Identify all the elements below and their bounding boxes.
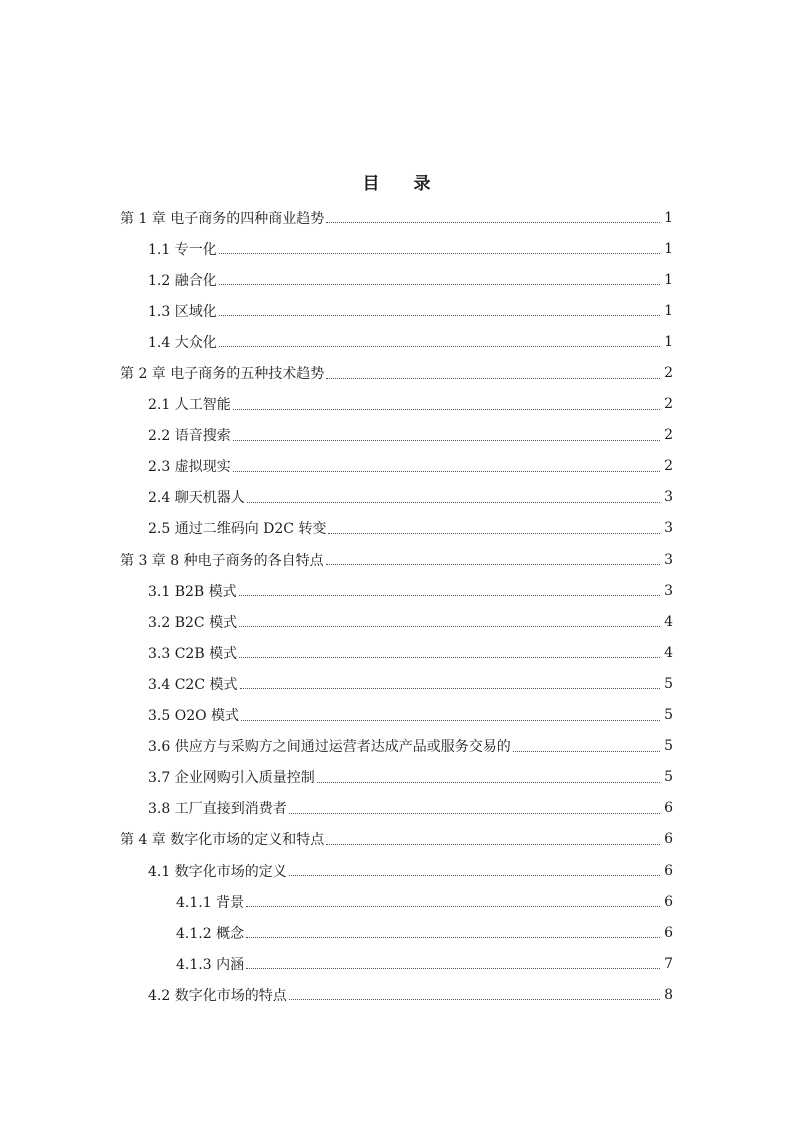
toc-entry[interactable] [0,233,793,264]
toc-entry-label: 4.1.1 背景 [176,894,245,911]
toc-entry[interactable] [0,482,793,513]
toc-page-number: 3 [664,551,673,568]
dot-leader [239,657,660,658]
toc-page-number: 2 [664,427,673,444]
toc-page-number: 2 [664,365,673,382]
toc-entry[interactable] [0,295,793,326]
toc-entry-label: 3.3 C2B 模式 [148,645,238,662]
toc-entry-label: 1.4 大众化 [148,334,217,351]
toc-entry-label: 2.5 通过二维码向 D2C 转变 [148,521,327,538]
toc-page-number: 6 [664,862,673,879]
toc-entry-label: 3.8 工厂直接到消费者 [148,801,287,818]
toc-entry[interactable] [0,917,793,948]
toc-entry-label: 3.7 企业网购引入质量控制 [148,770,315,787]
toc-entry[interactable] [0,326,793,357]
toc-entry[interactable] [0,731,793,762]
toc-entry[interactable] [0,264,793,295]
toc-entry-label: 第 3 章 8 种电子商务的各自特点 [120,552,324,569]
dot-leader [317,782,660,783]
dot-leader [289,813,660,814]
toc-entry-label: 3.2 B2C 模式 [148,614,238,631]
toc-entry-label: 4.1.3 内涵 [176,956,245,973]
toc-entry-label: 第 4 章 数字化市场的定义和特点 [120,832,325,849]
dot-leader [241,720,660,721]
toc-page-number: 3 [664,582,673,599]
toc-entry[interactable] [0,544,793,575]
toc-page-number: 6 [664,831,673,848]
dot-leader [219,315,660,316]
toc-page-number: 1 [664,240,673,257]
dot-leader [239,595,660,596]
dot-leader [240,688,661,689]
toc-entry-label: 4.2 数字化市场的特点 [148,987,287,1004]
toc-entry[interactable] [0,389,793,420]
toc-page-number: 5 [664,769,673,786]
toc-page-number: 1 [664,209,673,226]
dot-leader [513,751,660,752]
dot-leader [233,471,660,472]
toc-entry-label: 第 1 章 电子商务的四种商业趋势 [120,210,325,227]
toc-entry[interactable] [0,451,793,482]
dot-leader [326,222,660,223]
dot-leader [326,378,660,379]
toc-page-number: 7 [664,955,673,972]
toc-entry[interactable] [0,575,793,606]
toc-entry[interactable] [0,886,793,917]
toc-page-number: 2 [664,396,673,413]
toc-page-number: 5 [664,675,673,692]
toc-page-number: 3 [664,520,673,537]
toc-entry-label: 3.1 B2B 模式 [148,583,237,600]
dot-leader [219,253,660,254]
toc-entry-label: 3.5 O2O 模式 [148,708,240,725]
toc-entry-label: 4.1 数字化市场的定义 [148,863,287,880]
toc-page-number: 6 [664,800,673,817]
toc-entry-label: 2.3 虚拟现实 [148,459,231,476]
dot-leader [219,284,660,285]
toc-entry-label: 3.6 供应方与采购方之间通过运营者达成产品或服务交易的 [148,739,511,756]
toc-entry-label: 1.1 专一化 [148,241,217,258]
dot-leader [247,502,660,503]
toc-entry-label: 4.1.2 概念 [176,925,245,942]
toc-entry[interactable] [0,948,793,979]
toc-entry-label: 3.4 C2C 模式 [148,676,238,693]
toc-entry[interactable] [0,793,793,824]
toc-title: 目 录 [362,174,445,194]
toc-entry-label: 1.3 区域化 [148,303,217,320]
dot-leader [233,440,660,441]
toc-page-number: 5 [664,707,673,724]
dot-leader [328,533,660,534]
dot-leader [246,937,660,938]
toc-entry[interactable] [0,762,793,793]
toc-entry-label: 第 2 章 电子商务的五种技术趋势 [120,366,325,383]
toc-entry[interactable] [0,420,793,451]
dot-leader [326,564,660,565]
toc-entry[interactable] [0,700,793,731]
dot-leader [246,906,660,907]
toc-page-number: 3 [664,489,673,506]
toc-entry[interactable] [0,979,793,1010]
dot-leader [246,968,660,969]
toc-entry[interactable] [0,202,793,233]
dot-leader [233,409,660,410]
toc-page-number: 4 [664,613,673,630]
dot-leader [289,999,660,1000]
toc-entry[interactable] [0,513,793,544]
toc-entry[interactable] [0,357,793,388]
toc-entry-label: 1.2 融合化 [148,272,217,289]
toc-entry-label: 2.4 聊天机器人 [148,490,245,507]
toc-page-number: 6 [664,893,673,910]
dot-leader [219,346,660,347]
toc-page-number: 2 [664,458,673,475]
toc-page-number: 1 [664,333,673,350]
toc-page-number: 4 [664,644,673,661]
toc-page-number: 8 [664,986,673,1003]
toc-entry[interactable] [0,637,793,668]
dot-leader [326,844,660,845]
toc-page-number: 6 [664,924,673,941]
dot-leader [289,875,660,876]
toc-entry-label: 2.2 语音搜索 [148,428,231,445]
toc-entry[interactable] [0,824,793,855]
toc-entry[interactable] [0,855,793,886]
table-of-contents [0,202,793,1010]
dot-leader [239,626,660,627]
toc-entry-label: 2.1 人工智能 [148,397,231,414]
toc-page-number: 1 [664,302,673,319]
toc-entry[interactable] [0,668,793,699]
toc-page-number: 1 [664,271,673,288]
toc-page-number: 5 [664,738,673,755]
toc-entry[interactable] [0,606,793,637]
